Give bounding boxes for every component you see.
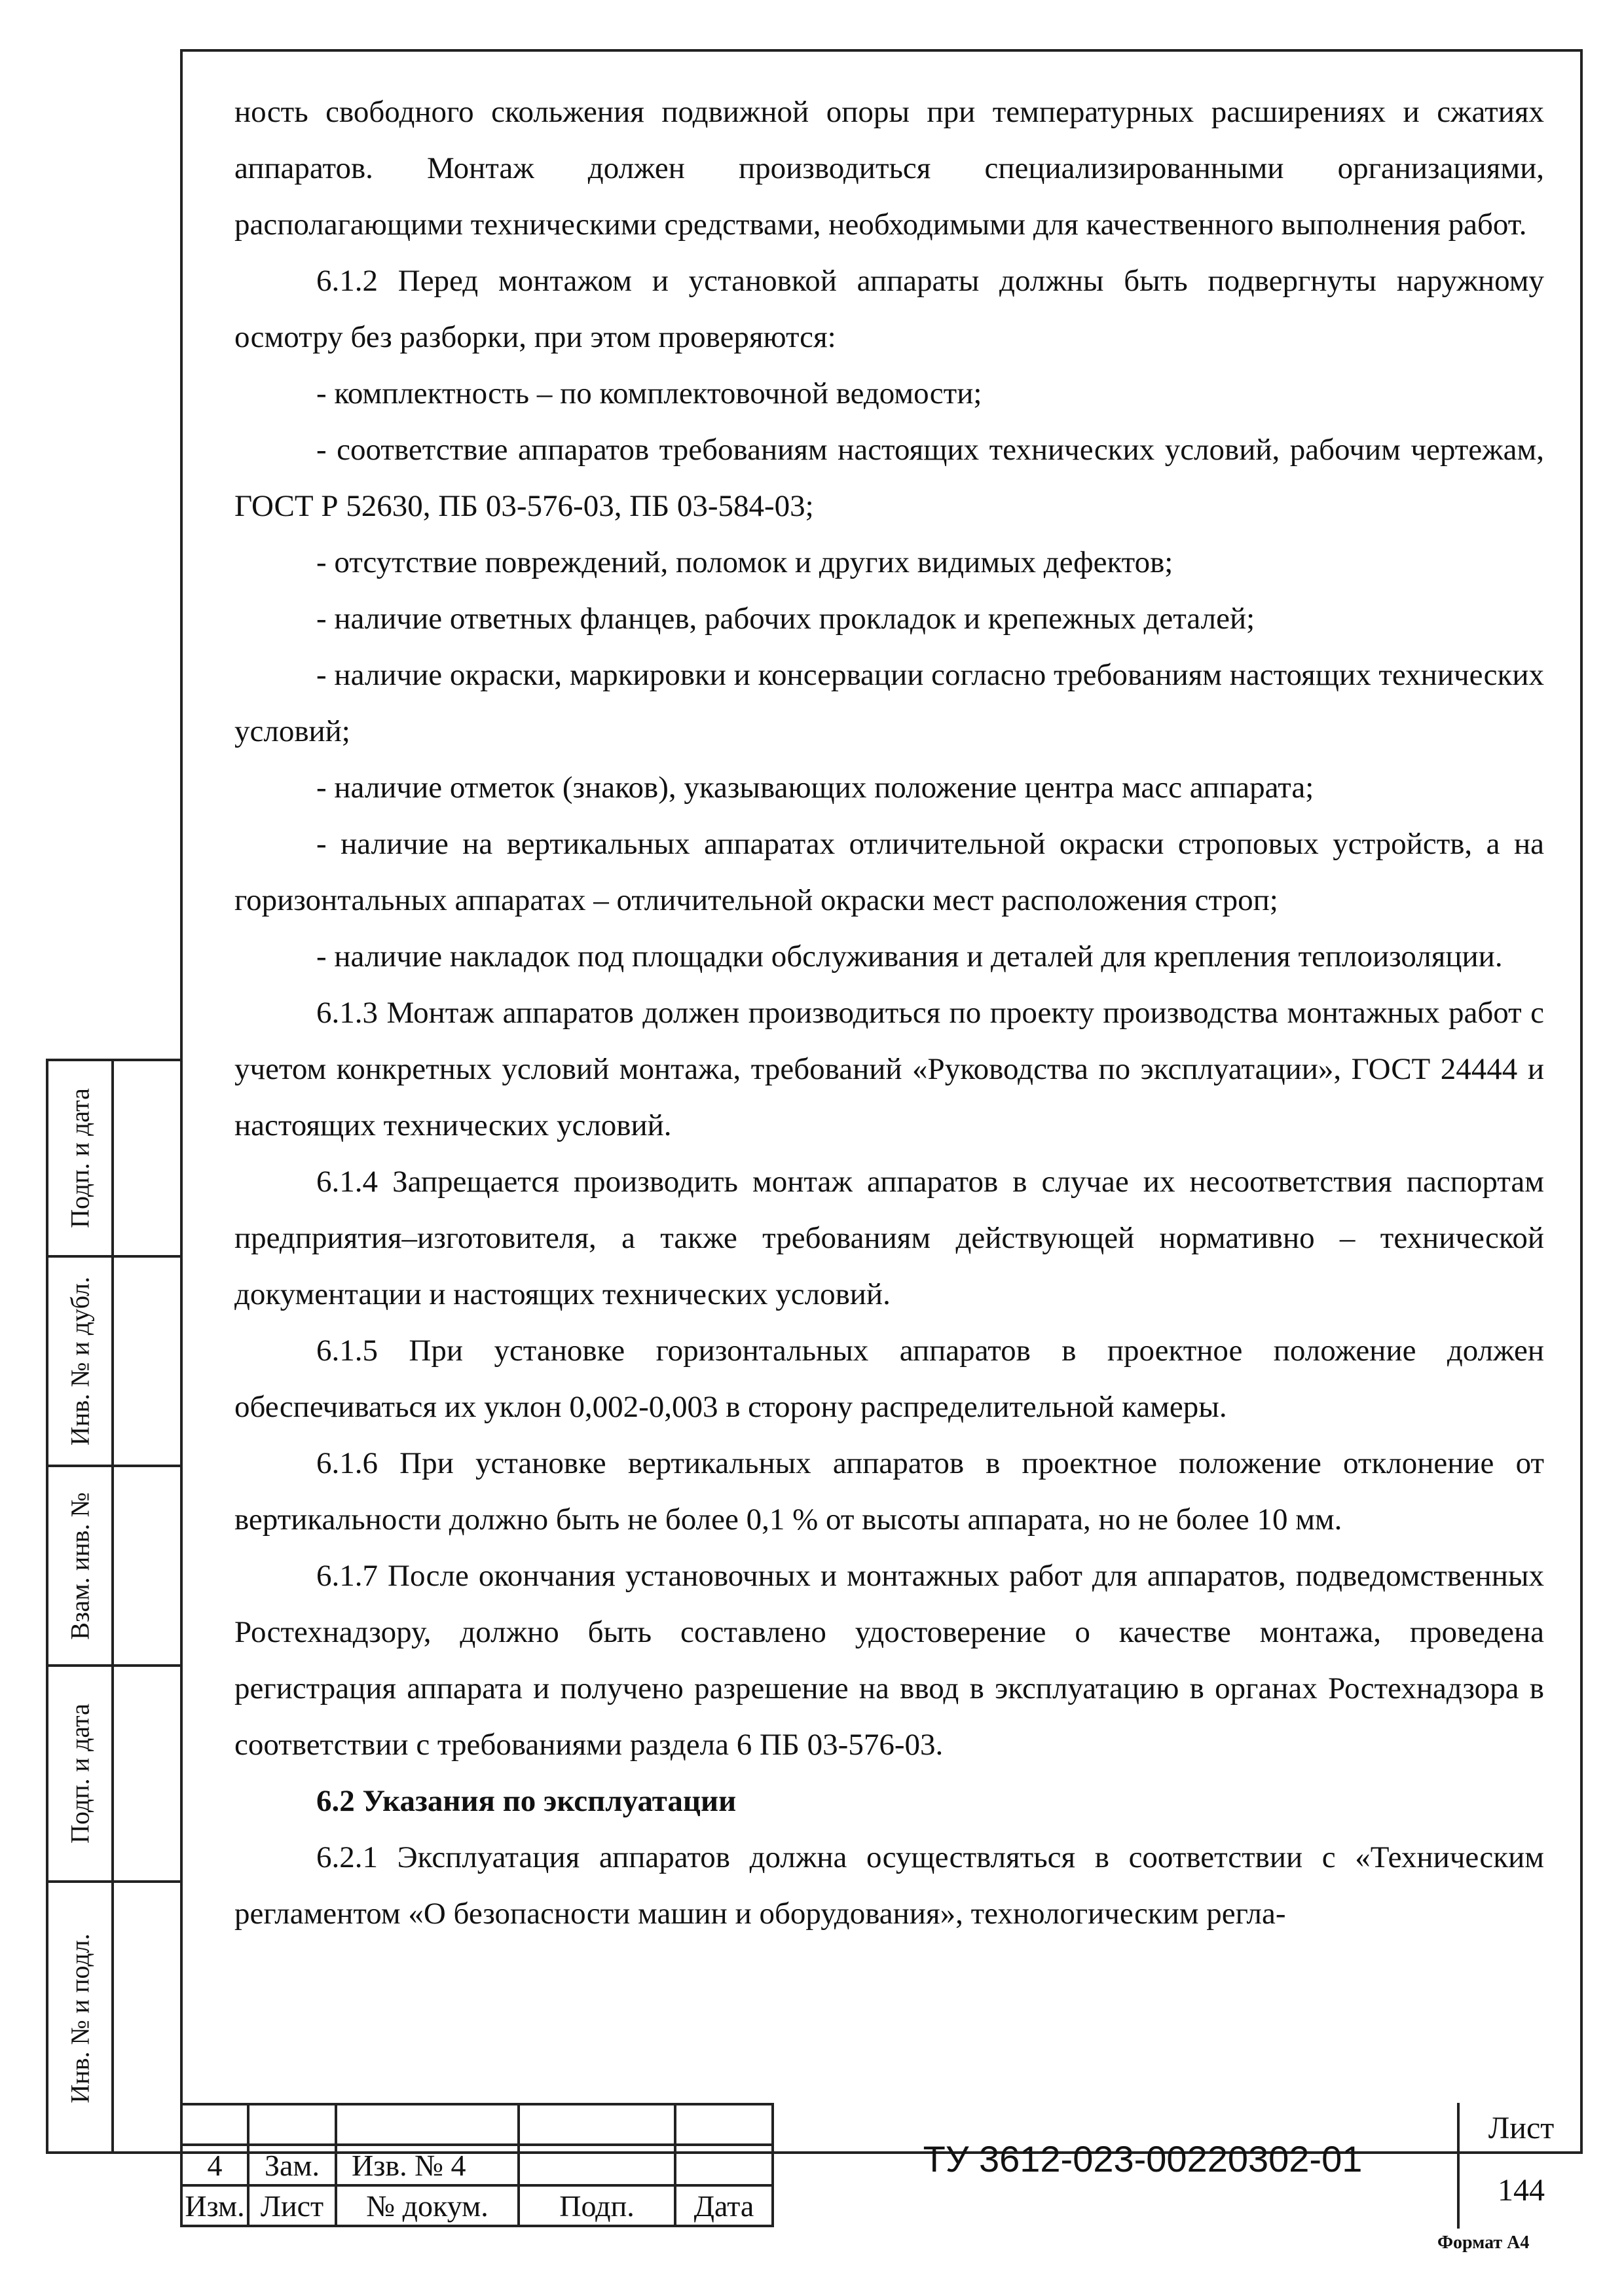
stamp-cell: Зам.: [248, 2145, 336, 2185]
side-row-inv-podl: [48, 1883, 180, 2154]
paragraph: - наличие окраски, маркировки и консервации согласно требованиям настоящих технических условий;: [234, 658, 1544, 748]
stamp-cell: 4: [181, 2145, 248, 2185]
stamp-header: № докум.: [336, 2185, 519, 2226]
side-row-sign-date-2: [48, 1667, 180, 1883]
paragraph: 6.2.1 Эксплуатация аппаратов должна осуществляться в соответствии с «Техническим регламентом «О безопасности машин и оборудования», технологическим регла-: [234, 1840, 1544, 1931]
paragraph: 6.1.6 При установке вертикальных аппаратов в проектное положение отклонение от вертикальности должно быть не более 0,1 % от высоты аппарата, но не более 10 мм.: [234, 1446, 1544, 1537]
paragraph: - отсутствие повреждений, поломок и других видимых дефектов;: [316, 545, 1173, 579]
side-label: Инв. № и подл.: [65, 1933, 95, 2104]
stamp-header: Подп.: [519, 2185, 675, 2226]
side-row-sign-date-1: [48, 1061, 180, 1258]
sheet-label: Лист: [1457, 2103, 1583, 2154]
section-heading: 6.2 Указания по эксплуатации: [316, 1784, 737, 1818]
stamp-header: Изм.: [181, 2185, 248, 2226]
paragraph: - наличие на вертикальных аппаратах отличительной окраски строповых устройств, а на горизонтальных аппаратах – отличительной окраски мест расположения строп;: [234, 827, 1544, 917]
stamp-cell: [519, 2145, 675, 2185]
side-label: Подп. и дата: [65, 1704, 95, 1844]
paragraph: - соответствие аппаратов требованиям настоящих технических условий, рабочим чертежам, ГОСТ Р 52630, ПБ 03-576-03, ПБ 03-584-03;: [234, 433, 1544, 523]
side-row-vzam-inv: [48, 1467, 180, 1667]
paragraph: - наличие ответных фланцев, рабочих прокладок и крепежных деталей;: [316, 602, 1255, 636]
paragraph: 6.1.5 При установке горизонтальных аппаратов в проектное положение должен обеспечиваться их уклон 0,002-0,003 в сторону распределительной камеры.: [234, 1334, 1544, 1424]
format-label: Формат А4: [1437, 2232, 1530, 2253]
paragraph: 6.1.2 Перед монтажом и установкой аппараты должны быть подвергнуты наружному осмотру без разборки, при этом проверяются:: [234, 264, 1544, 354]
title-block-table: [180, 2103, 774, 2227]
side-label: Подп. и дата: [65, 1088, 95, 1228]
stamp-cell: [675, 2145, 773, 2185]
paragraph: - комплектность – по комплектовочной ведомости;: [316, 376, 982, 410]
side-row-inv-dubl: [48, 1258, 180, 1467]
stamp-header: Дата: [675, 2185, 773, 2226]
paragraph: 6.1.7 После окончания установочных и монтажных работ для аппаратов, подведомственных Ростехнадзору, должно быть составлено удостоверение о качестве монтажа, проведена регистрация аппарата и получено разрешение на ввод в эксплуатацию в органах Ростехнадзора в соответствии с требованиями раздела 6 ПБ 03-576-03.: [234, 1559, 1544, 1762]
paragraph: - наличие накладок под площадки обслуживания и деталей для крепления теплоизоляции.: [316, 939, 1503, 974]
side-label: Инв. № и дубл.: [65, 1277, 95, 1446]
document-code: ТУ 3612-023-00220302-01: [923, 2138, 1363, 2179]
sheet-number: 144: [1457, 2153, 1583, 2229]
paragraph: 6.1.4 Запрещается производить монтаж аппаратов в случае их несоответствия паспортам предприятия–изготовителя, а также требованиям действующей нормативно – технической документации и настоящих технических условий.: [234, 1165, 1544, 1311]
side-label: Взам. инв. №: [65, 1491, 95, 1640]
document-body: [234, 84, 1544, 1942]
paragraph: 6.1.3 Монтаж аппаратов должен производиться по проекту производства монтажных работ с учетом конкретных условий монтажа, требований «Руководства по эксплуатации», ГОСТ 24444 и настоящих технических условий.: [234, 996, 1544, 1142]
paragraph: - наличие отметок (знаков), указывающих положение центра масс аппарата;: [316, 771, 1314, 805]
stamp-header: Лист: [248, 2185, 336, 2226]
paragraph: ность свободного скольжения подвижной опоры при температурных расширениях и сжатиях аппаратов. Монтаж должен производиться специализированными организациями, располагающими техническими средствами, необходимыми для качественного выполнения работ.: [234, 95, 1544, 242]
stamp-cell: Изв. № 4: [336, 2145, 519, 2185]
side-stamp: [46, 1059, 180, 2154]
